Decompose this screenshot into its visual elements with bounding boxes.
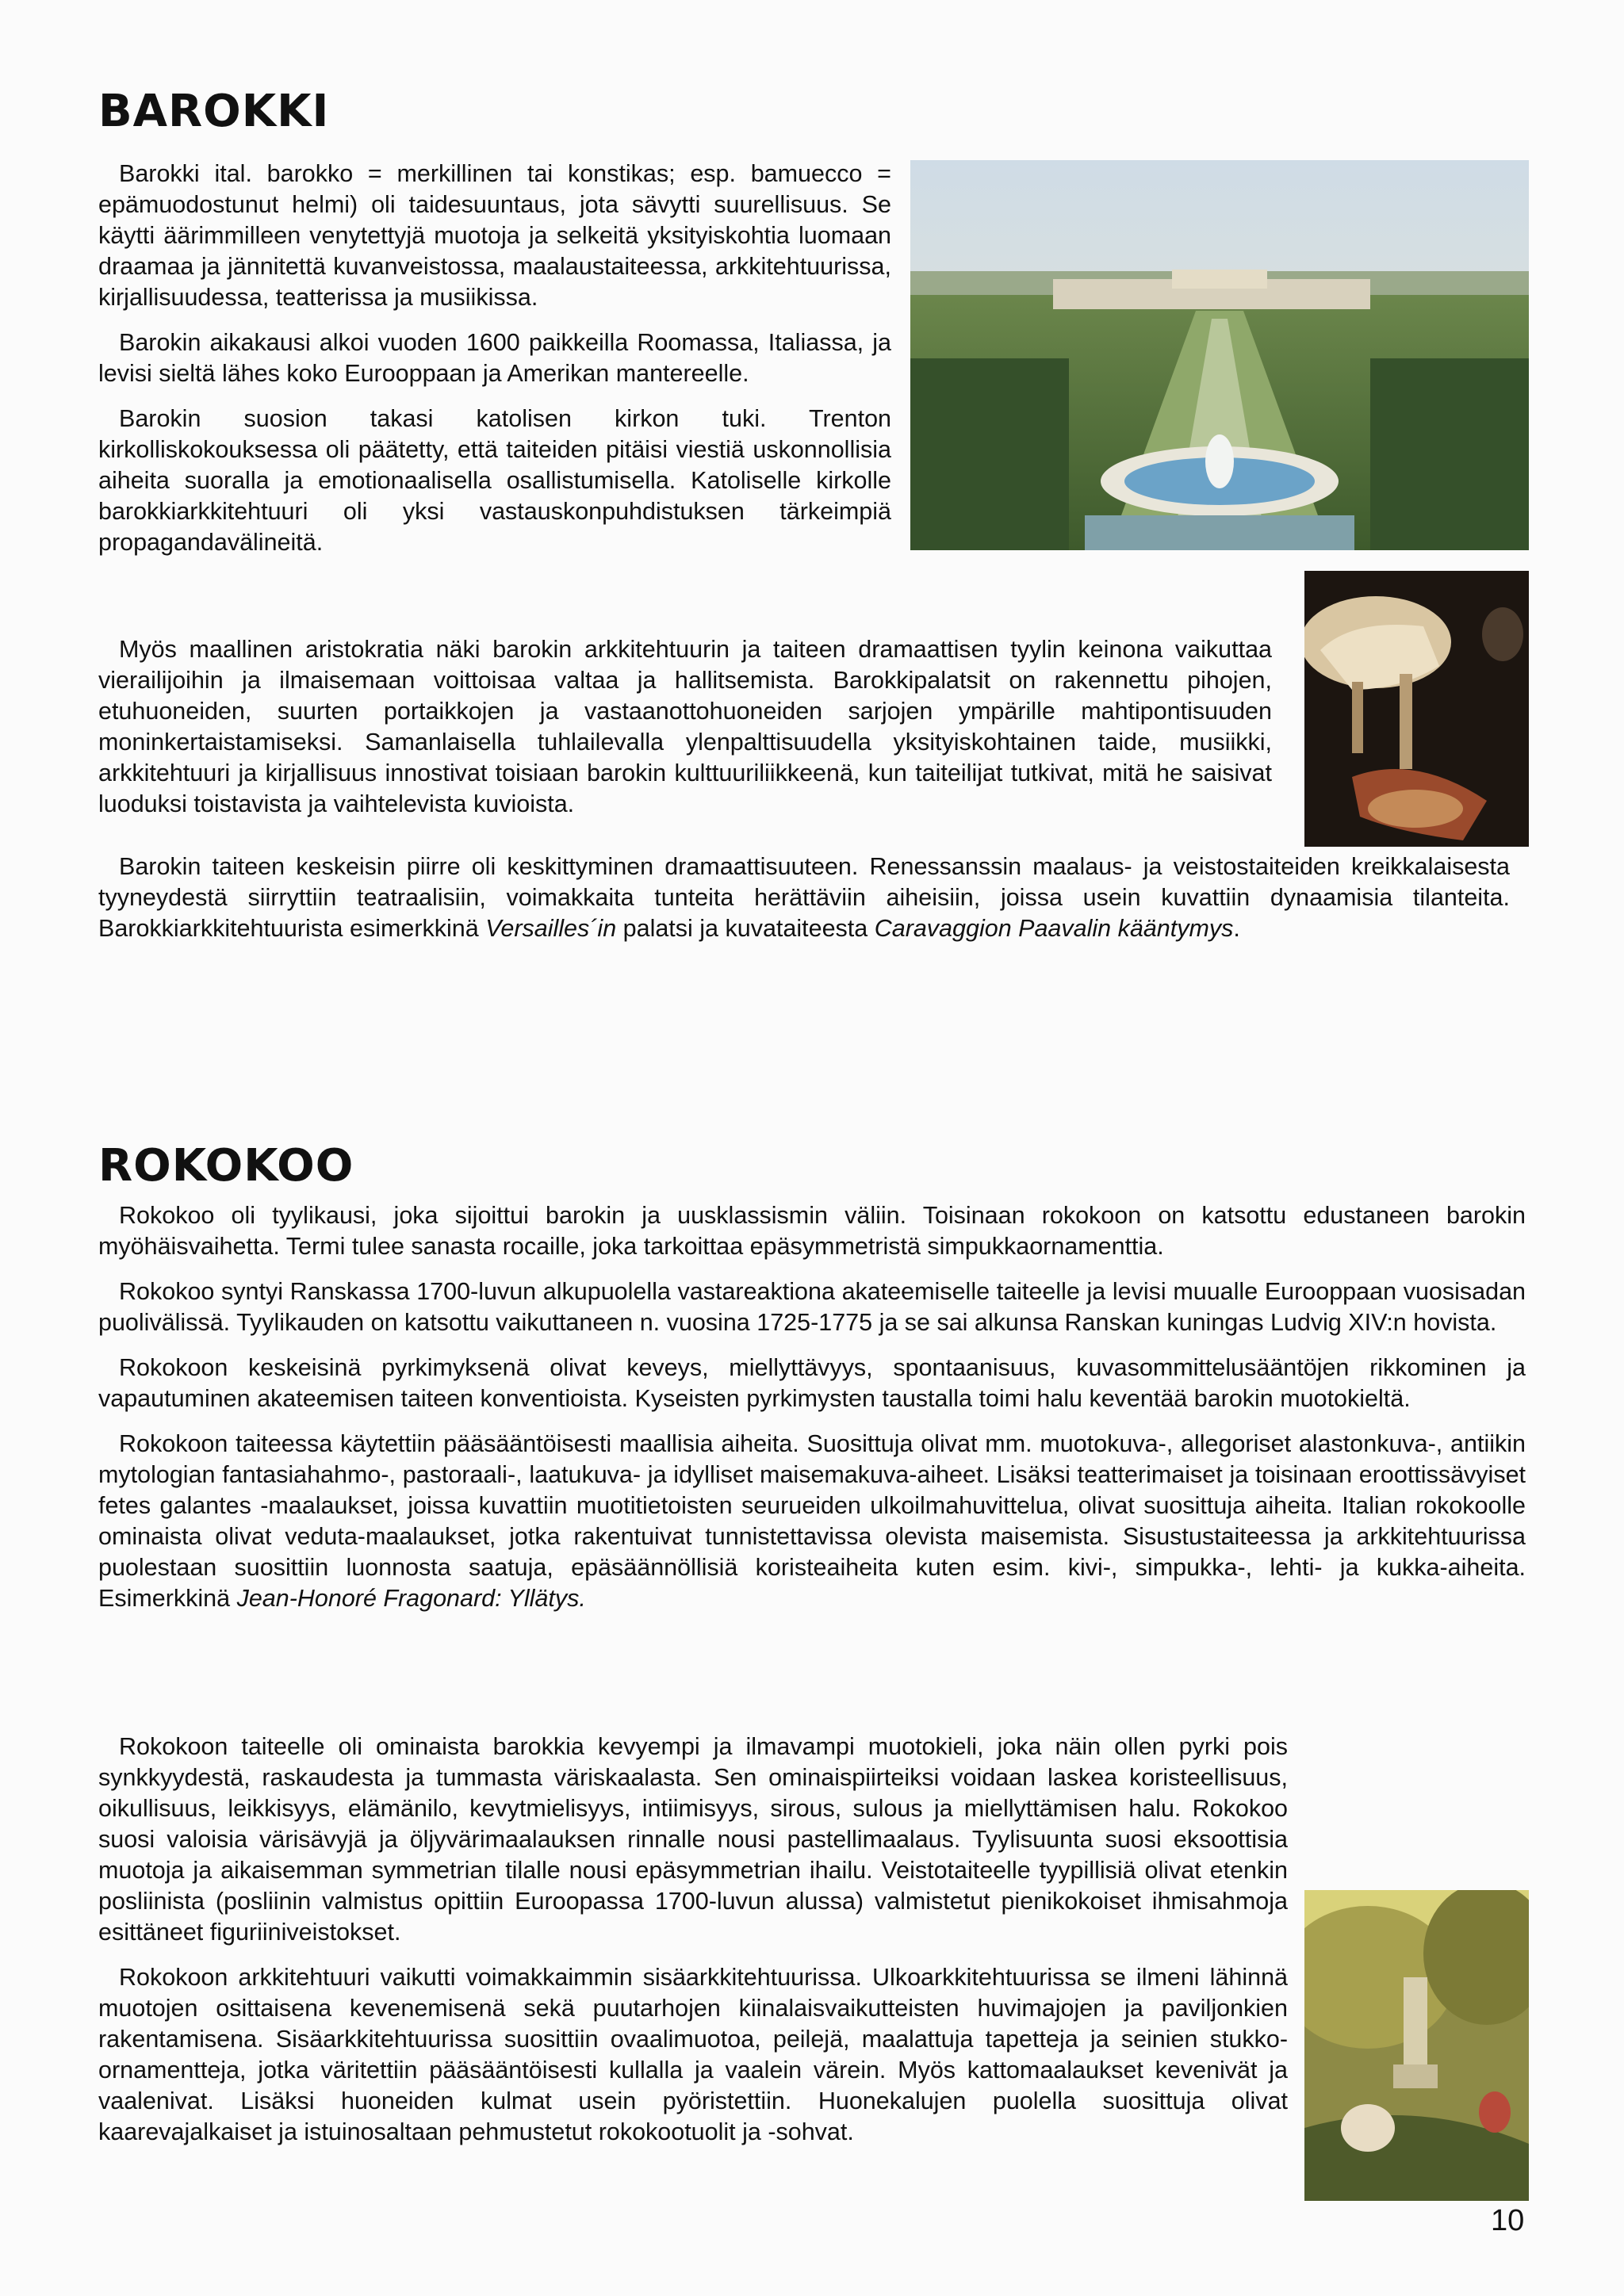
barokki-paragraph-1: Barokki ital. barokko = merkillinen tai konstikas; esp. bamuecco = epämuodostunut helmi) oli taidesuuntaus, jota sävytti suurellisuus. Se käytti äärimmilleen venytettyjä muotoja ja selkeitä yksityiskohtia luomaan draamaa ja jännitettä kuvanveistossa, maalaustaiteessa, arkkitehtuurissa, kirjallisuudessa, teatterissa ja musiikissa. [98,160,891,311]
rokokoo-paragraph-3: Rokokoon keskeisinä pyrkimyksenä olivat keveys, miellyttävyys, spontaanisuus, kuvasommittelusääntöjen rikkominen ja vapautuminen akateemisen taiteen konventioista. Kyseisten pyrkimysten taustalla toimi halu keventää barokin muotokieltä. [98,1354,1526,1412]
fragonard-reference: Jean-Honoré Fragonard: Yllätys. [236,1585,586,1612]
rokokoo-paragraph-5: Rokokoon taiteelle oli ominaista barokkia kevyempi ja ilmavampi muotokieli, joka näin ollen pyrki pois synkkyydestä, raskaudesta ja tummasta väriskaalasta. Sen ominaispiirteiksi voidaan laskea koristeellisuus, oikullisuus, leikkisyys, elämänilo, kevytmielisyys, intiimisyys, sirous, sulous ja miellyttämisen halu. Rokokoo suosi valoisia värisävyjä ja öljyvärimaalauksen rinnalle nousi pastellimaalaus. Tyylisuunta suosi eksoottisia muotoja ja aikaisemman symmetrian tilalle nousi epäsymmetrian ihailu. Veistotaiteelle tyypillisiä olivat etenkin posliinista (posliinin valmistus opittiin Euroopassa 1700-luvun alussa) valmistetut pienikokoiset ihmisahmoja esittäneet figuriiniveistokset. [98,1733,1288,1946]
barokki-body-middle [98,634,1272,820]
rokokoo-body-bottom [98,1732,1288,2148]
versailles-palace-image [910,160,1529,550]
barokki-paragraph-5: Barokin taiteen keskeisin piirre oli keskittyminen dramaattisuuteen. Renessanssin maalaus- ja veistostaiteiden kreikkalaisesta tyyneydestä siirryttiin teatraalisiin, voimakkaita tunteita herättäviin aiheisiin, joissa usein kuvattiin dynaamisia tilanteita. Barokkiarkkitehtuurista esimerkkinä Versailles´in palatsi ja kuvataiteesta Caravaggion Paavalin kääntymys. [98,853,1510,942]
caravaggio-reference: Caravaggion Paavalin kääntymys [874,915,1234,942]
barokki-body-bottom [98,851,1510,944]
rokokoo-paragraph-1: Rokokoo oli tyylikausi, joka sijoittui barokin ja uusklassismin väliin. Toisinaan rokokoon on katsottu edustaneen barokin myöhäisvaihetta. Termi tulee sanasta rocaille, joka tarkoittaa epäsymmetristä simpukkaornamenttia. [98,1202,1526,1260]
rokokoo-body-top [98,1200,1526,1614]
rokokoo-paragraph-6: Rokokoon arkkitehtuuri vaikutti voimakkaimmin sisäarkkitehtuurissa. Ulkoarkkitehtuurissa se ilmeni lähinnä muotojen osittaisena kevenemisenä sekä puutarhojen kiinalaisvaikutteisten huvimajojen ja paviljonkien rakentamisena. Sisäarkkitehtuurissa suosittiin ovaalimuotoa, peilejä, maalattuja tapetteja ja seinien stukko-ornamentteja, jotka väritettiin pääsääntöisesti kullalla ja vaalein värein. Myös kattomaalaukset kevenivät ja vaalenivat. Lisäksi huoneiden kulmat usein pyöristettiin. Huonekalujen puolella suosittuja olivat kaarevajalkaiset ja istuinosaltaan pehmustetut rokokootuolit ja -sohvat. [98,1964,1288,2145]
barokki-body-top [98,159,891,558]
barokki-title: BAROKKI [98,86,330,137]
barokki-paragraph-4: Myös maallinen aristokratia näki barokin arkkitehtuurin ja taiteen dramaattisen tyylin keinona vaikuttaa vierailijoihin ja ilmaisemaan voittoisaa valtaa ja hallitsemista. Barokkipalatsit on rakennettu pihojen, etuhuoneiden, suurten portaikkojen ja vastaanottohuoneiden sarjojen ympärille mahtipontisuuden moninkertaistamiseksi. Samanlaisella tuhlailevalla ylenpalttisuudella yksityiskohtainen taide, musiikki, arkkitehtuuri ja kirjallisuus innostivat toisiaan barokin kulttuuriliikkeenä, kun taiteilijat tutkivat, mitä he saisivat luoduksi toistavista ja vaihtelevista kuvioista. [98,636,1272,817]
page-number: 10 [1491,2204,1525,2237]
rokokoo-title: ROKOKOO [98,1140,354,1192]
barokki-paragraph-2: Barokin aikakausi alkoi vuoden 1600 paikkeilla Roomassa, Italiassa, ja levisi sieltä lähes koko Eurooppaan ja Amerikan mantereelle. [98,329,891,387]
barokki-paragraph-3: Barokin suosion takasi katolisen kirkon tuki. Trenton kirkolliskokouksessa oli päätetty, että taiteiden pitäisi viestiä uskonnollisia aiheita suoralla ja emotionaalisella osallistumisella. Katoliselle kirkolle barokkiarkkitehtuuri oli yksi vastauskonpuhdistuksen tärkeimpiä propagandavälineitä. [98,405,891,556]
caravaggio-painting-image [1304,571,1529,847]
versailles-reference: Versailles´in [485,915,617,942]
rokokoo-paragraph-2: Rokokoo syntyi Ranskassa 1700-luvun alkupuolella vastareaktiona akateemiselle taiteelle ja levisi muualle Eurooppaan vuosisadan puolivälissä. Tyylikauden on katsottu vaikuttaneen n. vuosina 1725-1775 ja se sai alkunsa Ranskan kuningas Ludvig XIV:n hovista. [98,1278,1526,1336]
rokokoo-paragraph-4: Rokokoon taiteessa käytettiin pääsääntöisesti maallisia aiheita. Suosittuja olivat mm. muotokuva-, allegoriset alastonkuva-, antiikin mytologian fantasiahahmo-, pastoraali-, laatukuva- ja idylliset maisemakuva-aiheet. Lisäksi teatterimaiset ja toisinaan eroottissävyiset fetes galantes -maalaukset, joissa kuvattiin muotitietoisten seurueiden ulkoilmahuvittelua, olivat suosittuja aiheita. Italian rokokoolle ominaista olivat veduta-maalaukset, jotka rakentuivat tunnistettavissa olevista maisemista. Sisustustaiteessa ja arkkitehtuurissa puolestaan suosittiin luonnosta saatuja, epäsäännöllisiä koristeaiheita kuten esim. kivi-, simpukka-, lehti- ja kukka-aiheita. Esimerkkinä Jean-Honoré Fragonard: Yllätys. [98,1430,1526,1612]
fragonard-painting-image [1304,1890,1529,2201]
